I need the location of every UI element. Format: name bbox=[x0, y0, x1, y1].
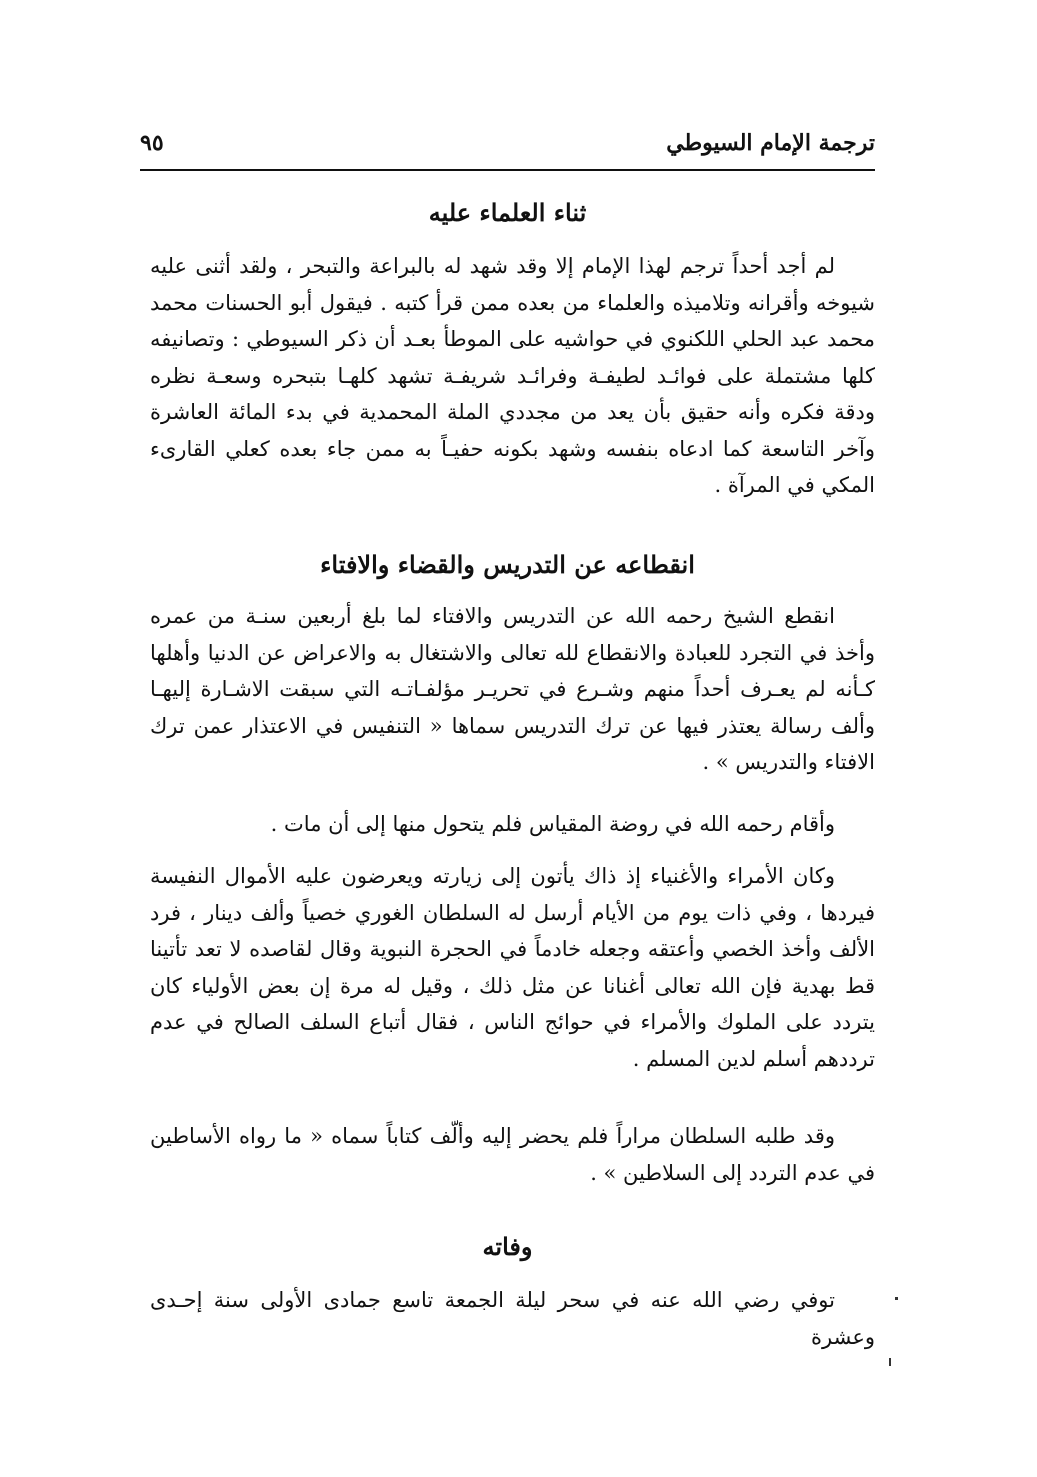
paragraph-residence bbox=[150, 806, 875, 843]
running-title: ترجمة الإمام السيوطي bbox=[666, 130, 875, 156]
paragraph-text: وقد طلبه السلطان مراراً فلم يحضر إليه وألّف كتاباً سماه « ما رواه الأساطين في عدم التردد إلى السلاطين » . bbox=[150, 1124, 875, 1185]
paragraph-text: توفي رضي الله عنه في سحر ليلة الجمعة تاسع جمادى الأولى سنة إحـدى وعشرة bbox=[150, 1288, 875, 1349]
paragraph-death bbox=[150, 1282, 875, 1355]
paragraph-text: لم أجد أحداً ترجم لهذا الإمام إلا وقد شهد له بالبراعة والتبحر ، ولقد أثنى عليه شيوخه وأقرانه وتلاميذه والعلماء من بعده ممن قرأ كتبه . فيقول أبو الحسنات محمد محمد عبد الحلي اللكنوي في حواشيه على الموطأ بعـد أن ذكر السيوطي : وتصانيفه كلها مشتملة على فوائـد لطيفـة وفرائـد شريفـة تشهد كلهـا بتبحره وسعـة نظره ودقة فكره وأنه حقيق بأن يعد من مجددي الملة المحمدية في بدء المائة العاشرة وآخر التاسعة كما ادعاه بنفسه وشهد بكونه حفيـاً به ممن جاء بعده كعلي القارىء المكي في المرآة . bbox=[150, 254, 876, 497]
paragraph-text: انقطع الشيخ رحمه الله عن التدريس والافتاء لما بلغ أربعين سنـة من عمره وأخذ في التجرد للعبادة والانقطاع لله تعالى والاشتغال به والاعراض عن الدنيا وأهلها كـأنه لم يعـرف أحداً منهم وشـرع في تحريـر مؤلفـاتـه التي سبقت الاشـارة إليهـا وألف رسالة يعتذر فيها عن ترك التدريس سماها « التنفيس في الاعتذار عمن ترك الافتاء والتدريس » . bbox=[150, 604, 875, 774]
paragraph-gifts bbox=[150, 858, 875, 1077]
page-number: ٩٥ bbox=[140, 130, 164, 156]
scan-speck bbox=[895, 1297, 898, 1300]
header-rule bbox=[140, 169, 875, 171]
paragraph-text: وأقام رحمه الله في روضة المقياس فلم يتحول منها إلى أن مات . bbox=[270, 812, 835, 836]
paragraph-text: وكان الأمراء والأغنياء إذ ذاك يأتون إلى زيارته ويعرضون عليه الأموال النفيسة فيردها ، وفي ذات يوم من الأيام أرسل له السلطان الغوري خصياً وألف دينار ، فرد الألف وأخذ الخصي وأعتقه وجعله خادماً في الحجرة النبوية وقال لقاصده لا تعد تأتينا قط بهدية فإن الله تعالى أغنانا عن مثل ذلك ، وقيل له مرة إن بعض الأولياء كان يتردد على الملوك والأمراء في حوائج الناس ، فقال أتباع السلف الصالح في عدم ترددهم أسلم لدين المسلم . bbox=[150, 864, 875, 1071]
section-heading-praise: ثناء العلماء عليه bbox=[428, 198, 587, 227]
scan-speck bbox=[889, 1358, 891, 1366]
running-header bbox=[140, 128, 875, 168]
section-heading-retirement: انقطاعه عن التدريس والقضاء والافتاء bbox=[320, 550, 695, 579]
paragraph-praise bbox=[150, 248, 875, 504]
section-heading-death: وفاته bbox=[482, 1232, 533, 1261]
paragraph-retirement bbox=[150, 598, 875, 781]
paragraph-sultan bbox=[150, 1118, 875, 1191]
